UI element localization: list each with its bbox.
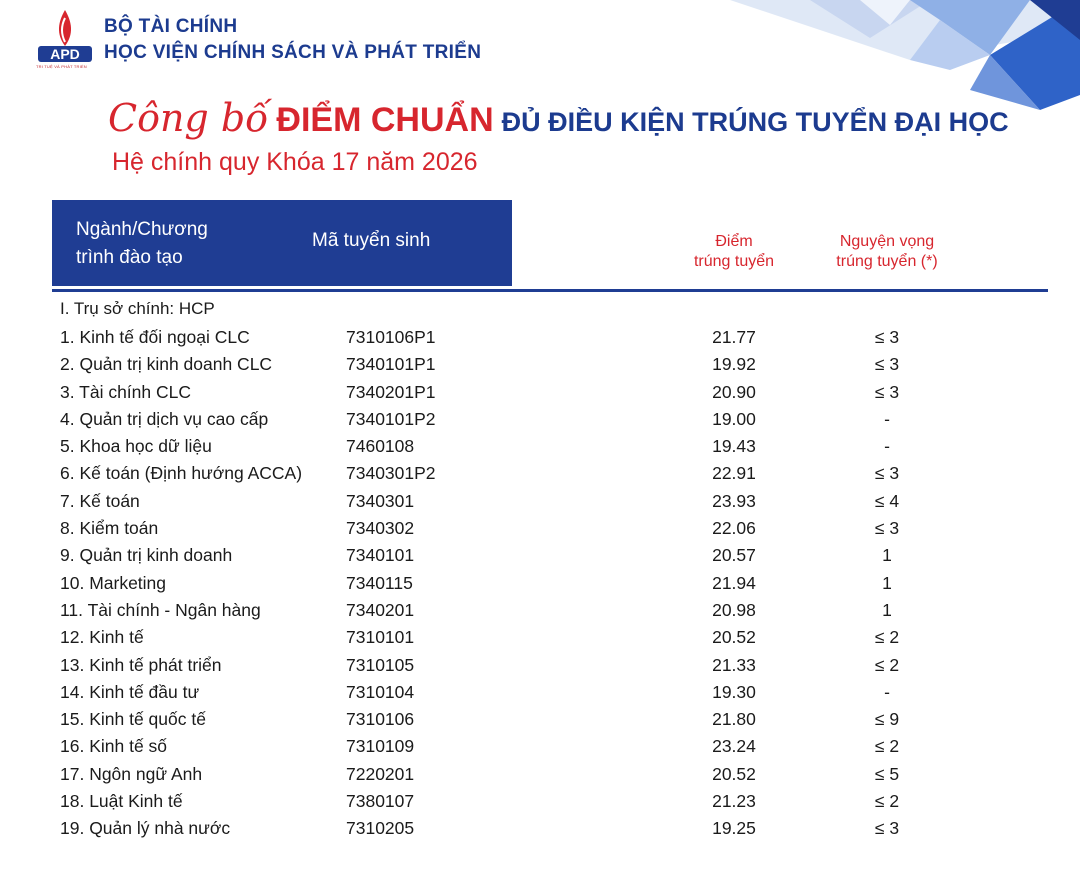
program-name: 1. Kinh tế đối ngoại CLC	[60, 327, 250, 347]
admission-code: 7310104	[346, 681, 415, 702]
program-name: 15. Kinh tế quốc tế	[60, 709, 206, 730]
table-row	[0, 707, 1080, 734]
admission-code: 7310205	[346, 818, 415, 839]
ministry-name: BỘ TÀI CHÍNH	[104, 16, 238, 37]
cutoff-score: 23.24	[712, 736, 756, 757]
admission-code: 7340101P2	[346, 408, 436, 429]
header-wish-line2: trúng tuyển (*)	[836, 253, 938, 270]
program-name: 7. Kế toán	[60, 490, 140, 511]
wish-order: ≤ 3	[874, 381, 900, 402]
program-name: 8. Kiểm toán	[60, 518, 159, 539]
table-row	[0, 789, 1080, 816]
cutoff-score: 21.80	[712, 709, 756, 730]
wish-order: 1	[882, 572, 892, 593]
program-name: 2. Quản trị kinh doanh CLC	[60, 354, 273, 375]
wish-order: -	[884, 408, 890, 429]
admission-code: 7340101P1	[346, 354, 436, 375]
header-wish	[822, 232, 952, 272]
page-title	[108, 96, 1009, 146]
cutoff-score: 20.52	[712, 763, 756, 784]
wish-order: ≤ 3	[874, 818, 900, 839]
table-row	[0, 734, 1080, 761]
program-name: 11. Tài chính - Ngân hàng	[60, 599, 261, 620]
table-row	[0, 543, 1080, 570]
admission-code: 7310106	[346, 709, 415, 730]
wish-order: ≤ 3	[874, 327, 900, 347]
table-row	[0, 516, 1080, 543]
admission-code: 7460108	[346, 436, 415, 457]
header-wish-line1: Nguyện vọng	[839, 233, 935, 250]
program-name: 14. Kinh tế đầu tư	[60, 681, 200, 702]
header-program-line2: trình đào tạo	[76, 247, 183, 268]
cutoff-score: 19.30	[712, 681, 756, 702]
program-name: 17. Ngôn ngữ Anh	[60, 763, 203, 784]
table-row	[0, 352, 1080, 379]
cutoff-score: 23.93	[712, 490, 756, 511]
wish-order: ≤ 9	[874, 709, 900, 730]
program-name: 9. Quản trị kinh doanh	[60, 545, 233, 566]
header-score-line1: Điểm	[715, 233, 753, 250]
admission-code: 7340301	[346, 490, 415, 511]
header-program	[76, 216, 246, 272]
table-row	[0, 325, 1080, 352]
cutoff-score: 20.52	[712, 627, 756, 648]
admission-code: 7310109	[346, 736, 415, 757]
cutoff-score: 20.57	[712, 545, 756, 566]
wish-order: 1	[882, 599, 892, 620]
admission-code: 7340115	[346, 572, 413, 593]
admission-code: 7310106P1	[346, 327, 436, 347]
cutoff-score: 21.23	[712, 791, 756, 812]
program-name: 5. Khoa học dữ liệu	[60, 436, 212, 457]
table-row	[0, 598, 1080, 625]
admission-code: 7340201	[346, 599, 415, 620]
table-row	[0, 407, 1080, 434]
cutoff-score: 21.94	[712, 572, 756, 593]
apd-logo	[34, 6, 96, 72]
program-name: 13. Kinh tế phát triển	[60, 654, 222, 675]
table-row	[0, 489, 1080, 516]
program-name: 19. Quản lý nhà nước	[60, 818, 231, 839]
wish-order: ≤ 4	[874, 490, 900, 511]
cutoff-score: 19.25	[712, 818, 756, 839]
program-name: 12. Kinh tế	[60, 627, 144, 648]
academy-name: HỌC VIỆN CHÍNH SÁCH VÀ PHÁT TRIỂN	[104, 42, 482, 63]
program-name: 10. Marketing	[60, 572, 167, 593]
admission-code: 7310105	[346, 654, 415, 675]
table-body	[0, 325, 1080, 844]
program-name: 4. Quản trị dịch vụ cao cấp	[60, 408, 269, 429]
wish-order: ≤ 2	[874, 627, 900, 648]
table-row	[0, 380, 1080, 407]
wish-order: ≤ 3	[874, 518, 900, 539]
wish-order: 1	[882, 545, 892, 566]
section-heading: I. Trụ sở chính: HCP	[60, 299, 215, 318]
decorative-polygon-background	[610, 0, 1080, 110]
title-bold: ĐIỂM CHUẨN	[276, 101, 494, 139]
title-script: Công bố	[108, 96, 269, 140]
table-row	[0, 625, 1080, 652]
title-rest: ĐỦ ĐIỀU KIỆN TRÚNG TUYỂN ĐẠI HỌC	[501, 107, 1009, 137]
program-name: 6. Kế toán (Định hướng ACCA)	[60, 463, 303, 484]
cutoff-score: 21.77	[712, 327, 756, 347]
cutoff-score: 20.90	[712, 381, 756, 402]
wish-order: ≤ 2	[874, 654, 900, 675]
table-row	[0, 816, 1080, 843]
cutoff-score: 19.00	[712, 408, 756, 429]
cutoff-score: 21.33	[712, 654, 756, 675]
header-score-line2: trúng tuyển	[693, 253, 775, 270]
table-row	[0, 571, 1080, 598]
admission-code: 7220201	[346, 763, 415, 784]
program-name: 3. Tài chính CLC	[60, 381, 191, 402]
cutoff-score: 22.06	[712, 518, 756, 539]
wish-order: ≤ 3	[874, 463, 900, 484]
admission-code: 7340301P2	[346, 463, 436, 484]
wish-order: ≤ 2	[874, 791, 900, 812]
table-row	[0, 461, 1080, 488]
table-row	[0, 434, 1080, 461]
admission-code: 7340302	[346, 518, 415, 539]
logo-caption: TRI TUỆ VÀ PHÁT TRIỂN	[36, 64, 87, 69]
cutoff-score: 22.91	[712, 463, 756, 484]
program-name: 16. Kinh tế số	[60, 736, 168, 757]
admission-code: 7380107	[346, 791, 415, 812]
header-program-line1: Ngành/Chương	[76, 219, 208, 240]
wish-order: ≤ 5	[874, 763, 900, 784]
program-name: 18. Luật Kinh tế	[60, 791, 183, 812]
table-row	[0, 653, 1080, 680]
admission-code: 7310101	[346, 627, 415, 648]
header-score	[676, 232, 792, 272]
header-divider	[52, 289, 1048, 292]
cutoff-score: 19.43	[712, 436, 756, 457]
admission-code: 7340201P1	[346, 381, 436, 402]
table-row	[0, 762, 1080, 789]
logo-text: APD	[50, 46, 80, 62]
cutoff-score: 19.92	[712, 354, 756, 375]
wish-order: -	[884, 436, 890, 457]
cutoff-score: 20.98	[712, 599, 756, 620]
page-subtitle: Hệ chính quy Khóa 17 năm 2026	[112, 148, 478, 176]
admission-code: 7340101	[346, 545, 415, 566]
table-row	[0, 680, 1080, 707]
wish-order: ≤ 3	[874, 354, 900, 375]
wish-order: -	[884, 681, 890, 702]
wish-order: ≤ 2	[874, 736, 900, 757]
header-code: Mã tuyển sinh	[312, 230, 431, 251]
